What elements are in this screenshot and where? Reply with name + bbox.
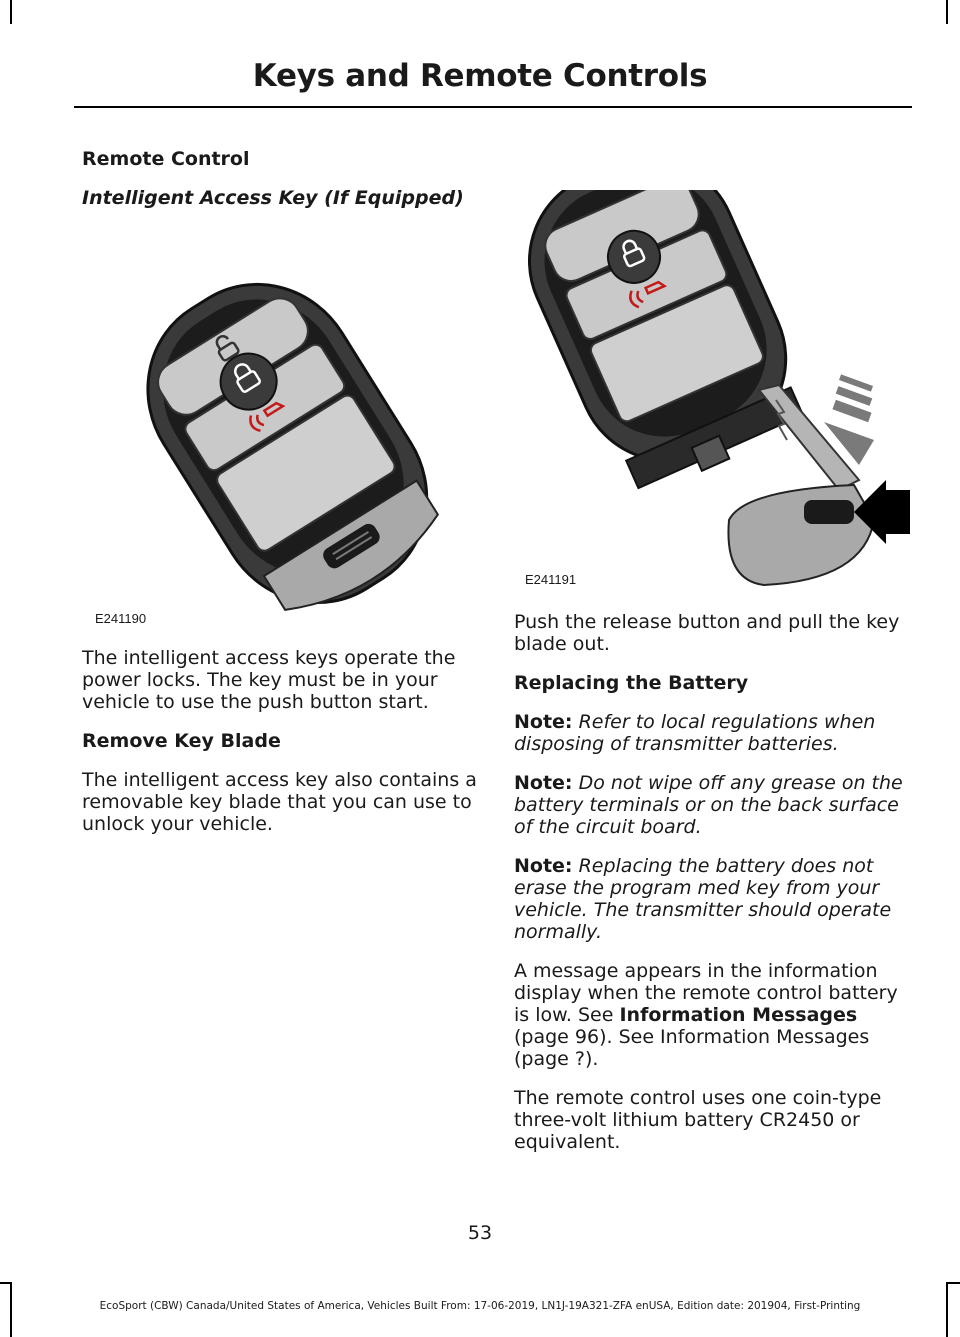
section-subheading: Intelligent Access Key (If Equipped) bbox=[82, 187, 464, 209]
note bbox=[514, 711, 912, 755]
note-label: Note: bbox=[514, 772, 573, 794]
page-title: Keys and Remote Controls bbox=[252, 58, 708, 94]
section-heading: Remove Key Blade bbox=[82, 730, 281, 752]
note-text: Do not wipe off any grease on the battery terminals or on the back surface of the circuit board. bbox=[514, 772, 903, 838]
paragraph-text: A message appears in the information display when the remote control battery is low. See bbox=[514, 960, 898, 1026]
note-text: Refer to local regulations when disposing of transmitter batteries. bbox=[514, 711, 876, 755]
key-fob-illustration bbox=[82, 255, 462, 620]
left-column-text bbox=[82, 647, 482, 835]
paragraph: The remote control uses one coin-type three-volt lithium battery CR2450 or equivalent. bbox=[514, 1087, 882, 1153]
paragraph: The intelligent access keys operate the power locks. The key must be in your vehicle to use the push button start. bbox=[82, 647, 456, 713]
footer-text: EcoSport (CBW) Canada/United States of America, Vehicles Built From: 17-06-2019, LN1J-19A321-ZFA enUSA, Edition date: 201904, First-Printing bbox=[99, 1300, 861, 1312]
note-text: Replacing the battery does not erase the program med key from your vehicle. The transmitter should operate normally. bbox=[514, 855, 892, 943]
key-blade-illustration bbox=[514, 190, 910, 595]
crop-mark-top-left bbox=[10, 0, 12, 24]
left-column bbox=[82, 148, 482, 209]
paragraph bbox=[514, 960, 912, 1070]
figure-code: E241191 bbox=[525, 572, 577, 587]
note-label: Note: bbox=[514, 855, 573, 877]
note bbox=[514, 855, 912, 943]
key-blade-figure bbox=[514, 190, 910, 595]
crop-mark-bottom-right-h bbox=[946, 1282, 960, 1284]
crop-mark-top-right bbox=[946, 0, 948, 24]
paragraph: Push the release button and pull the key blade out. bbox=[514, 611, 900, 655]
section-heading: Remote Control bbox=[82, 148, 250, 170]
note bbox=[514, 772, 912, 838]
page-number: 53 bbox=[467, 1222, 493, 1244]
key-fob-figure bbox=[82, 255, 462, 626]
figure-code: E241190 bbox=[95, 611, 147, 626]
header-divider bbox=[74, 106, 912, 108]
paragraph: The intelligent access key also contains a removable key blade that you can use to unlock your vehicle. bbox=[82, 769, 477, 835]
section-heading: Replacing the Battery bbox=[514, 672, 749, 694]
paragraph-text: (page 96). See Information Messages (page ?). bbox=[514, 1026, 870, 1070]
right-column-text bbox=[514, 611, 912, 1153]
note-label: Note: bbox=[514, 711, 573, 733]
crop-mark-bottom-left-h bbox=[0, 1282, 12, 1284]
cross-reference-link[interactable]: Information Messages bbox=[619, 1004, 858, 1026]
